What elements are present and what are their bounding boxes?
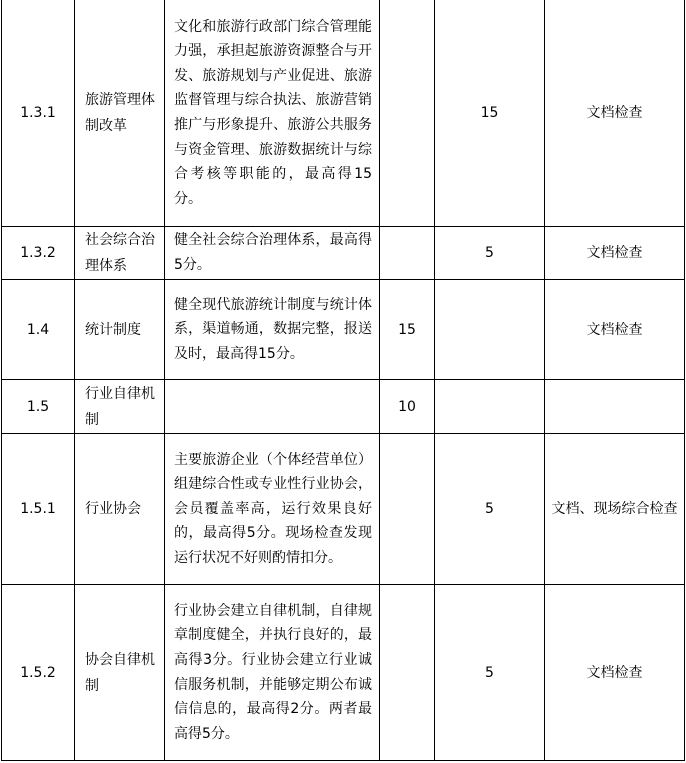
item-score-b: 5 — [435, 585, 545, 761]
item-score-a: 10 — [380, 380, 435, 434]
table-row — [2, 280, 685, 380]
table-row — [2, 585, 685, 761]
item-id: 1.5 — [2, 380, 75, 434]
item-score-b: 5 — [435, 434, 545, 585]
item-name: 行业自律机制 — [75, 380, 165, 434]
table-row — [2, 0, 685, 227]
item-description: 主要旅游企业（个体经营单位）组建综合性或专业性行业协会，会员覆盖率高，运行效果良好的，最高得5分。现场检查发现运行状况不好则酌情扣分。 — [165, 434, 380, 585]
item-description: 健全社会综合治理体系，最高得5分。 — [165, 227, 380, 280]
item-id: 1.4 — [2, 280, 75, 380]
item-method — [545, 380, 685, 434]
item-score-a — [380, 585, 435, 761]
item-score-a: 15 — [380, 280, 435, 380]
item-name: 统计制度 — [75, 280, 165, 380]
item-score-a — [380, 434, 435, 585]
item-method: 文档检查 — [545, 280, 685, 380]
item-score-b — [435, 280, 545, 380]
item-id: 1.5.2 — [2, 585, 75, 761]
item-description: 行业协会建立自律机制，自律规章制度健全，并执行良好的，最高得3分。行业协会建立行业诚信服务机制，并能够定期公布诚信信息的，最高得2分。两者最高得5分。 — [165, 585, 380, 761]
item-id: 1.3.2 — [2, 227, 75, 280]
item-score-b — [435, 380, 545, 434]
item-score-b: 15 — [435, 0, 545, 227]
table-row — [2, 227, 685, 280]
table-row — [2, 380, 685, 434]
item-name: 行业协会 — [75, 434, 165, 585]
item-method: 文档检查 — [545, 0, 685, 227]
item-score-b: 5 — [435, 227, 545, 280]
table-row — [2, 434, 685, 585]
item-description — [165, 380, 380, 434]
item-score-a — [380, 227, 435, 280]
item-name: 社会综合治理体系 — [75, 227, 165, 280]
item-method: 文档检查 — [545, 585, 685, 761]
item-id: 1.3.1 — [2, 0, 75, 227]
item-name: 旅游管理体制改革 — [75, 0, 165, 227]
evaluation-table — [1, 0, 685, 761]
item-description: 健全现代旅游统计制度与统计体系，渠道畅通，数据完整，报送及时，最高得15分。 — [165, 280, 380, 380]
item-method: 文档、现场综合检查 — [545, 434, 685, 585]
item-score-a — [380, 0, 435, 227]
item-name: 协会自律机制 — [75, 585, 165, 761]
item-id: 1.5.1 — [2, 434, 75, 585]
item-method: 文档检查 — [545, 227, 685, 280]
item-description: 文化和旅游行政部门综合管理能力强，承担起旅游资源整合与开发、旅游规划与产业促进、旅游监督管理与综合执法、旅游营销推广与形象提升、旅游公共服务与资金管理、旅游数据统计与综合考核等职能的，最高得15分。 — [165, 0, 380, 227]
